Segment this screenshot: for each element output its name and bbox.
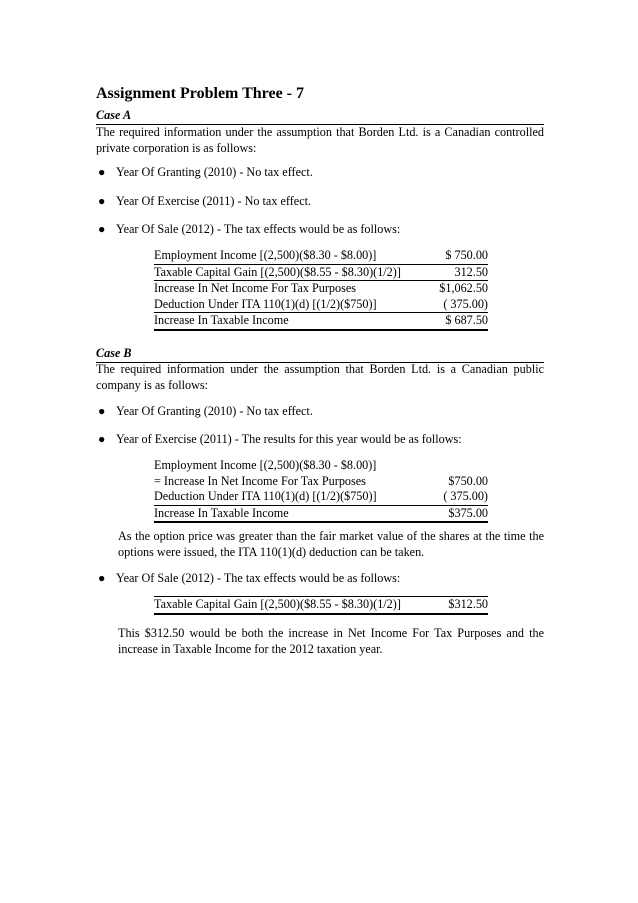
table-row xyxy=(154,458,488,474)
table-row xyxy=(154,597,488,614)
bullet-icon: ● xyxy=(98,165,106,179)
case-b-exercise-table xyxy=(154,458,488,523)
case-a-heading: Case A xyxy=(96,108,544,125)
row-label: Employment Income [(2,500)($8.30 - $8.00)] xyxy=(154,248,377,262)
row-label: Taxable Capital Gain [(2,500)($8.55 - $8.30)(1/2)] xyxy=(154,597,428,614)
table-row xyxy=(154,505,488,522)
case-a-bullet-sale: ● Year Of Sale (2012) - The tax effects would be as follows: xyxy=(98,222,401,236)
case-b-note-summary: This $312.50 would be both the increase in Net Income For Tax Purposes and the increase in Taxable Income for the 2012 taxation year. xyxy=(118,626,544,656)
case-a-bullet-granting: ● Year Of Granting (2010) - No tax effect. xyxy=(98,165,313,179)
row-amount: $375.00 xyxy=(428,505,488,522)
bullet-icon: ● xyxy=(98,194,106,208)
table-row xyxy=(154,474,488,490)
row-label: Deduction Under ITA 110(1)(d) [(1/2)($750)] xyxy=(154,489,428,505)
row-amount: ( 375.00) xyxy=(428,489,488,505)
table-row xyxy=(154,489,488,505)
table-row xyxy=(154,248,488,264)
row-amount xyxy=(428,458,488,474)
row-label: Taxable Capital Gain [(2,500)($8.55 - $8.30)(1/2)] xyxy=(154,264,428,281)
table-row xyxy=(154,264,488,281)
case-b-bullet-sale: ● Year Of Sale (2012) - The tax effects would be as follows: xyxy=(98,571,401,585)
row-label: Employment Income [(2,500)($8.30 - $8.00)] xyxy=(154,458,377,472)
case-a-tax-table xyxy=(154,248,488,331)
row-amount: $1,062.50 xyxy=(428,281,488,297)
row-amount: $ 750.00 xyxy=(445,248,488,262)
row-label: = Increase In Net Income For Tax Purposes xyxy=(154,473,366,488)
row-label: Increase In Taxable Income xyxy=(154,313,428,330)
case-b-intro: The required information under the assumption that Borden Ltd. is a Canadian public company is as follows: xyxy=(96,362,544,392)
case-b-note-deduction: As the option price was greater than the fair market value of the shares at the time the options were issued, the ITA 110(1)(d) deduction can be taken. xyxy=(118,529,544,559)
row-amount: $312.50 xyxy=(428,597,488,614)
case-b-bullet-exercise: ● Year of Exercise (2011) - The results for this year would be as follows: xyxy=(98,432,462,446)
case-a-intro: The required information under the assumption that Borden Ltd. is a Canadian controlled private corporation is as follows: xyxy=(96,125,544,155)
row-label: Increase In Taxable Income xyxy=(154,505,428,522)
row-amount: ( 375.00) xyxy=(428,297,488,313)
case-b-heading: Case B xyxy=(96,346,544,363)
table-row xyxy=(154,281,488,297)
row-label: Deduction Under ITA 110(1)(d) [(1/2)($750)] xyxy=(154,297,428,313)
row-label: Increase In Net Income For Tax Purposes xyxy=(154,281,428,297)
case-b-bullet-granting: ● Year Of Granting (2010) - No tax effect. xyxy=(98,404,313,418)
bullet-icon: ● xyxy=(98,222,106,236)
table-row xyxy=(154,297,488,313)
page-title: Assignment Problem Three - 7 xyxy=(96,85,304,102)
case-a-bullet-exercise: ● Year Of Exercise (2011) - No tax effect. xyxy=(98,194,312,208)
bullet-icon: ● xyxy=(98,404,106,418)
row-amount: $ 687.50 xyxy=(428,313,488,330)
row-amount: $750.00 xyxy=(448,473,488,488)
bullet-icon: ● xyxy=(98,432,106,446)
case-b-sale-table xyxy=(154,596,488,615)
row-amount: 312.50 xyxy=(428,264,488,281)
bullet-icon: ● xyxy=(98,571,106,585)
table-row xyxy=(154,313,488,330)
